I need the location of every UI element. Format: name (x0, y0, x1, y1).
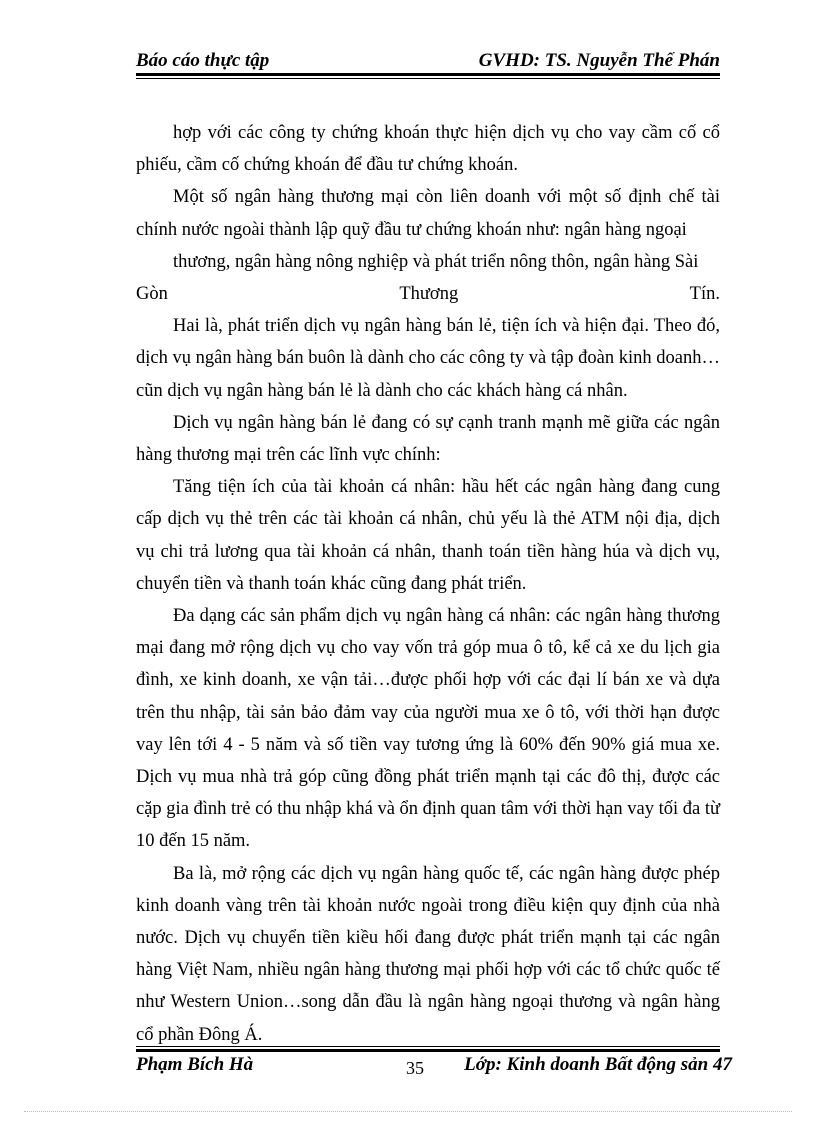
paragraph: Một số ngân hàng thương mại còn liên doanh với một số định chế tài chính nước ngoài thành lập quỹ đầu tư chứng khoán như: ngân hàng ngoại (136, 187, 720, 240)
paragraph: Ba là, mở rộng các dịch vụ ngân hàng quốc tế, các ngân hàng được phép kinh doanh vàng trên tài khoản nước ngoài trong điều kiện quy định của nhà nước. Dịch vụ chuyển tiền kiều hối đang được phát triển mạnh tại các ngân hàng Việt Nam, nhiều ngân hàng thương mại phối hợp với các tổ chức quốc tế như Western Union…song dẫn đầu là ngân hàng ngoại thương và ngân hàng cổ phần Đông Á. (136, 863, 720, 1045)
paragraph: Tăng tiện ích của tài khoản cá nhân: hầu hết các ngân hàng đang cung cấp dịch vụ thẻ trên các tài khoản cá nhân, chủ yếu là thẻ ATM nội địa, dịch vụ chi trả lương qua tài khoản cá nhân, thanh toán tiền hàng húa và dịch vụ, chuyển tiền và thanh toán khác cũng đang phát triển. (136, 477, 720, 594)
page-footer (136, 1054, 732, 1080)
paragraph: Dịch vụ ngân hàng bán lẻ đang có sự cạnh tranh mạnh mẽ giữa các ngân hàng thương mại trên các lĩnh vực chính: (136, 412, 720, 466)
footer-author: Phạm Bích Hà (136, 1054, 254, 1075)
header-rule-thick (136, 73, 720, 76)
footer-rule-thick (136, 1049, 720, 1052)
paragraph-text: Gòn Thương Tín. (136, 284, 720, 305)
paragraph (136, 278, 720, 310)
paragraph: thương, ngân hàng nông nghiệp và phát triển nông thôn, ngân hàng Sài (173, 251, 699, 272)
paragraph: hợp với các công ty chứng khoán thực hiện dịch vụ cho vay cầm cố cổ phiếu, cầm cố chứng khoán để đầu tư chứng khoán. (136, 123, 720, 176)
footer-class: Lớp: Kinh doanh Bất động sản 47 (464, 1054, 732, 1075)
footer-rule-thin (136, 1046, 720, 1047)
header-supervisor: GVHD: TS. Nguyễn Thế Phán (478, 50, 720, 71)
page-bottom-dotted-line (24, 1111, 792, 1112)
header-rule-thin (136, 78, 720, 79)
page-header (136, 48, 720, 72)
header-report-title: Báo cáo thực tập (136, 50, 270, 71)
page-number: 35 (406, 1058, 424, 1078)
paragraph: Đa dạng các sản phẩm dịch vụ ngân hàng cá nhân: các ngân hàng thương mại đang mở rộng dịch vụ cho vay vốn trả góp mua ô tô, kể cả xe du lịch gia đình, xe kinh doanh, xe vận tải…được phối hợp với các đại lí bán xe và dựa trên thu nhập, tài sản bảo đảm vay của người mua xe ô tô, với thời hạn được vay lên tới 4 - 5 năm và số tiền vay tương ứng là 60% đến 90% giá mua xe. Dịch vụ mua nhà trả góp cũng đồng phát triển mạnh tại các đô thị, được các cặp gia đình trẻ có thu nhập khá và ổn định quan tâm với thời hạn vay tối đa từ 10 đến 15 năm. (136, 606, 720, 852)
body-text (136, 117, 720, 1051)
paragraph: Hai là, phát triển dịch vụ ngân hàng bán lẻ, tiện ích và hiện đại. Theo đó, dịch vụ ngân hàng bán buôn là dành cho các công ty và tập đoàn kinh doanh…cũn dịch vụ ngân hàng bán lẻ là dành cho các khách hàng cá nhân. (136, 316, 720, 401)
